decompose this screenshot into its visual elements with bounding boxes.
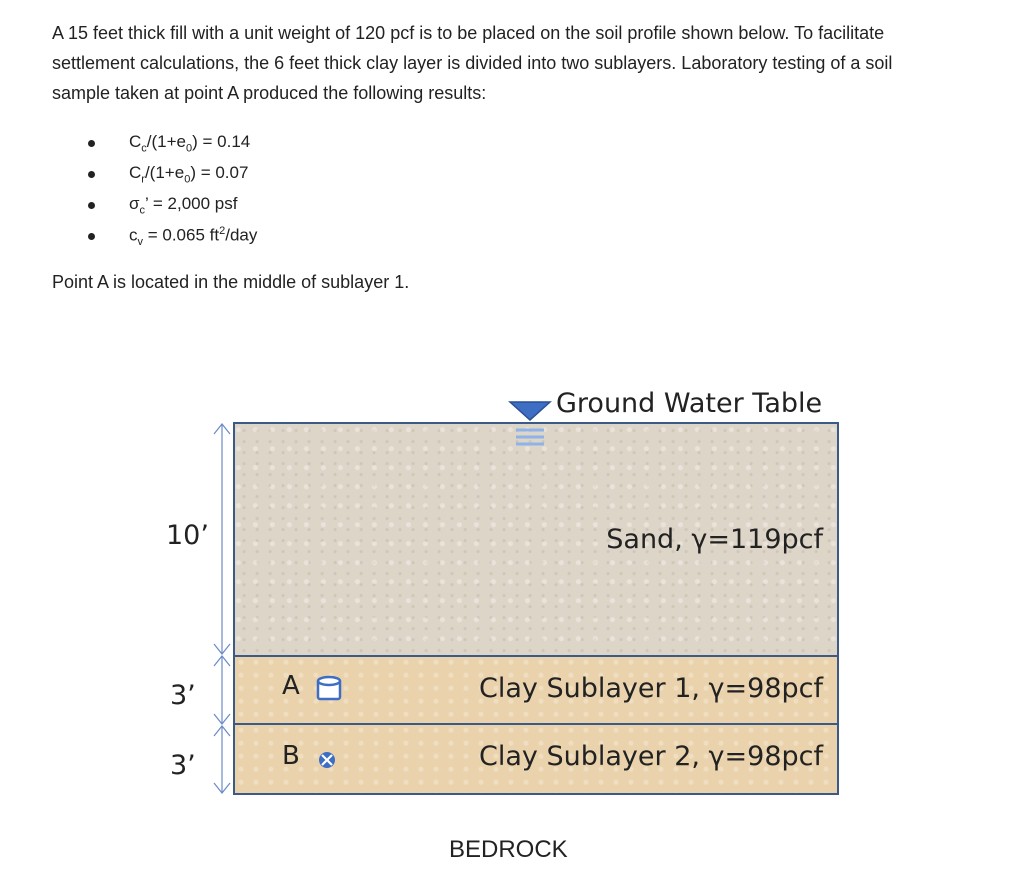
subscript: v [137,236,143,249]
problem-statement: A 15 feet thick fill with a unit weight of 120 pcf is to be placed on the soil profile shown below. To facilitate settlement calculations, the 6 feet thick clay layer is divided into two sublayers. Laboratory testing of a soil sample taken at point A produced the following results: [52,23,893,103]
clay1-label: Clay Sublayer 1, γ=98pcf [479,673,823,704]
symbol: C [129,132,142,152]
sample-cylinder-icon [318,677,340,699]
text: = 0.065 ft [143,225,220,245]
value: ) = 0.07 [190,163,249,183]
superscript: 2 [219,224,226,237]
text: /(1+e [146,132,187,152]
point-b-marker-icon [319,752,335,768]
ground-water-table-label: Ground Water Table [556,388,823,419]
value: ’ = 2,000 psf [145,194,238,214]
text: /(1+e [144,163,185,183]
subscript: 0 [186,142,193,155]
subscript: c [141,142,147,155]
value: ) = 0.14 [192,132,251,152]
unit: /day [225,225,258,245]
point-a-note: Point A is located in the middle of sublayer 1. [52,272,410,292]
clay2-thickness-label: 3’ [170,750,196,781]
point-b-label: B [282,741,300,771]
bedrock-label: BEDROCK [449,836,568,863]
subscript: r [141,173,145,186]
sand-thickness-label: 10’ [166,520,209,551]
clay1-thickness-label: 3’ [170,680,196,711]
water-table-icon [510,402,550,444]
symbol: c [129,225,138,245]
symbol: σ [129,194,140,214]
sand-label: Sand, γ=119pcf [606,524,823,555]
dimension-arrows [214,424,230,793]
subscript: c [139,204,145,217]
subscript: 0 [184,173,191,186]
clay2-label: Clay Sublayer 2, γ=98pcf [479,741,823,772]
point-a-label: A [282,671,300,701]
symbol: C [129,163,142,183]
